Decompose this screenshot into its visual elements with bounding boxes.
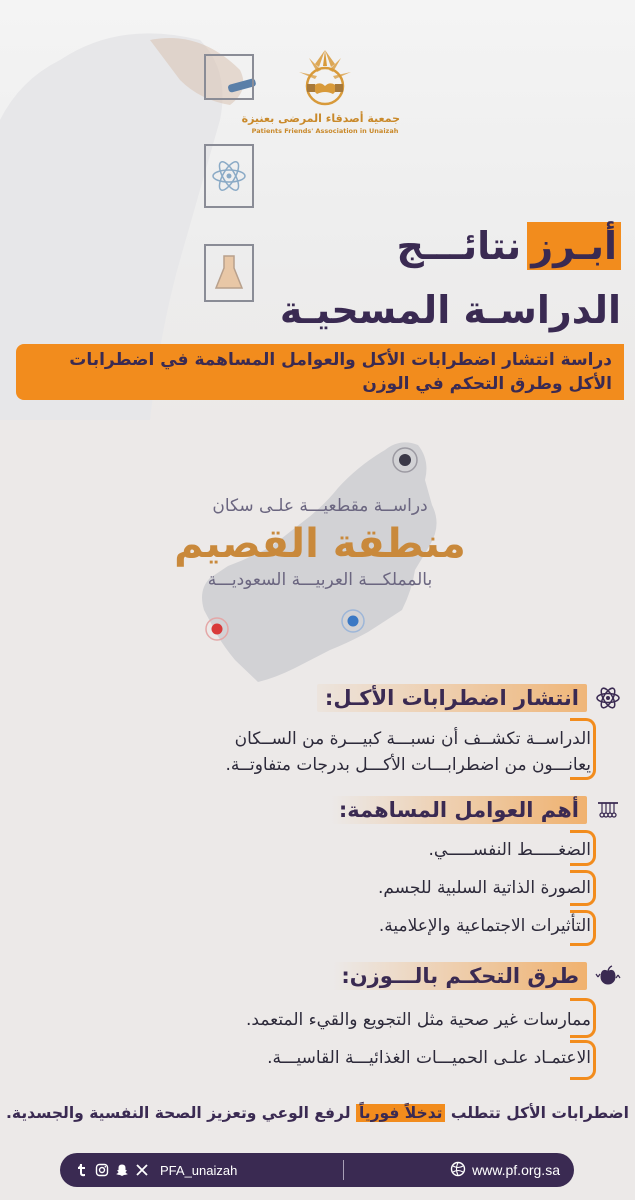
map-caption-line-3: بالمملكـــة العربيـــة السعوديـــة (207, 570, 433, 590)
section-factors-title (331, 796, 621, 824)
logo-emblem-icon (289, 44, 361, 110)
section-prevalence-text: الدراســة تكشــف أن نسبـــة كبيـــرة من الســكان يعانـــون من اضطرابـــات الأكـــل بدرجات متفاوتــة. (225, 729, 591, 775)
headline-line-1 (280, 222, 621, 270)
headline-line-2: الدراسـة المسحيـة (279, 288, 621, 332)
weight-bracket (570, 998, 596, 1038)
instagram-icon[interactable] (94, 1163, 109, 1178)
x-icon[interactable] (134, 1163, 149, 1178)
section-weight-heading: طرق التحكـم بالـــوزن: (333, 962, 587, 990)
headline-word: نتائـــج (396, 224, 522, 268)
factor-bracket (570, 910, 596, 946)
logo-english-name: Patients Friends' Association in Unaizah (251, 127, 399, 135)
tumblr-icon[interactable] (74, 1163, 89, 1178)
weight-item: ممارسات غير صحية مثل التجويع والقيء المتعمد. (246, 1010, 591, 1030)
weight-bracket (570, 1040, 596, 1080)
footer-divider (343, 1160, 344, 1180)
map-caption-line-1: دراســة مقطعيـــة علـى سكان (212, 496, 428, 516)
factor-item: الصورة الذاتية السلبية للجسم. (377, 878, 591, 898)
factor-item: الضغـــــط النفســـــي. (428, 840, 591, 860)
map-caption (170, 496, 470, 590)
factor-bracket (570, 830, 596, 866)
section-prevalence-heading: انتشار اضطرابات الأكـل: (317, 684, 587, 712)
association-logo (241, 44, 400, 149)
pendulum-icon (595, 797, 621, 823)
website-url[interactable]: www.pf.org.sa (472, 1162, 560, 1178)
section-weight-title (333, 962, 621, 990)
social-handle[interactable]: PFA_unaizah (160, 1162, 238, 1178)
section-prevalence-bracket (570, 718, 596, 780)
region-name: منطقة القصيم (174, 521, 466, 567)
globe-icon (450, 1161, 466, 1180)
footer-note (0, 1104, 635, 1122)
subtitle-text: دراسة انتشار اضطرابات الأكل والعوامل المساهمة في اضطرابات الأكل وطرق التحكم في الوزن (69, 350, 612, 394)
headline-highlight-word: أبـرز (527, 222, 621, 270)
logo-arabic-name: جمعية أصدقاء المرضى بعنيزة (241, 112, 400, 125)
footer-note-start: اضطرابات الأكل تتطلب (450, 1104, 629, 1122)
weight-item: الاعتمـاد علـى الحميـــات الغذائيـــة القاسيـــة. (267, 1048, 591, 1068)
snapchat-icon[interactable] (114, 1163, 129, 1178)
factor-bracket (570, 870, 596, 906)
footer-note-highlight: تدخلاً فورياً (356, 1104, 446, 1122)
social-links (74, 1163, 237, 1178)
footer-note-end: لرفع الوعي وتعزيز الصحة النفسية والجسدية. (6, 1104, 351, 1122)
factor-item: التأثيرات الاجتماعية والإعلامية. (378, 916, 591, 936)
apple-scale-icon (595, 963, 621, 989)
atom-icon (595, 685, 621, 711)
hero-section (0, 0, 635, 420)
section-factors-heading: أهم العوامل المساهمة: (331, 796, 587, 824)
headline (280, 222, 621, 336)
footer-bar (60, 1153, 574, 1187)
section-prevalence-title (317, 684, 621, 712)
subtitle-bar (16, 344, 624, 400)
website-link[interactable] (450, 1161, 560, 1180)
